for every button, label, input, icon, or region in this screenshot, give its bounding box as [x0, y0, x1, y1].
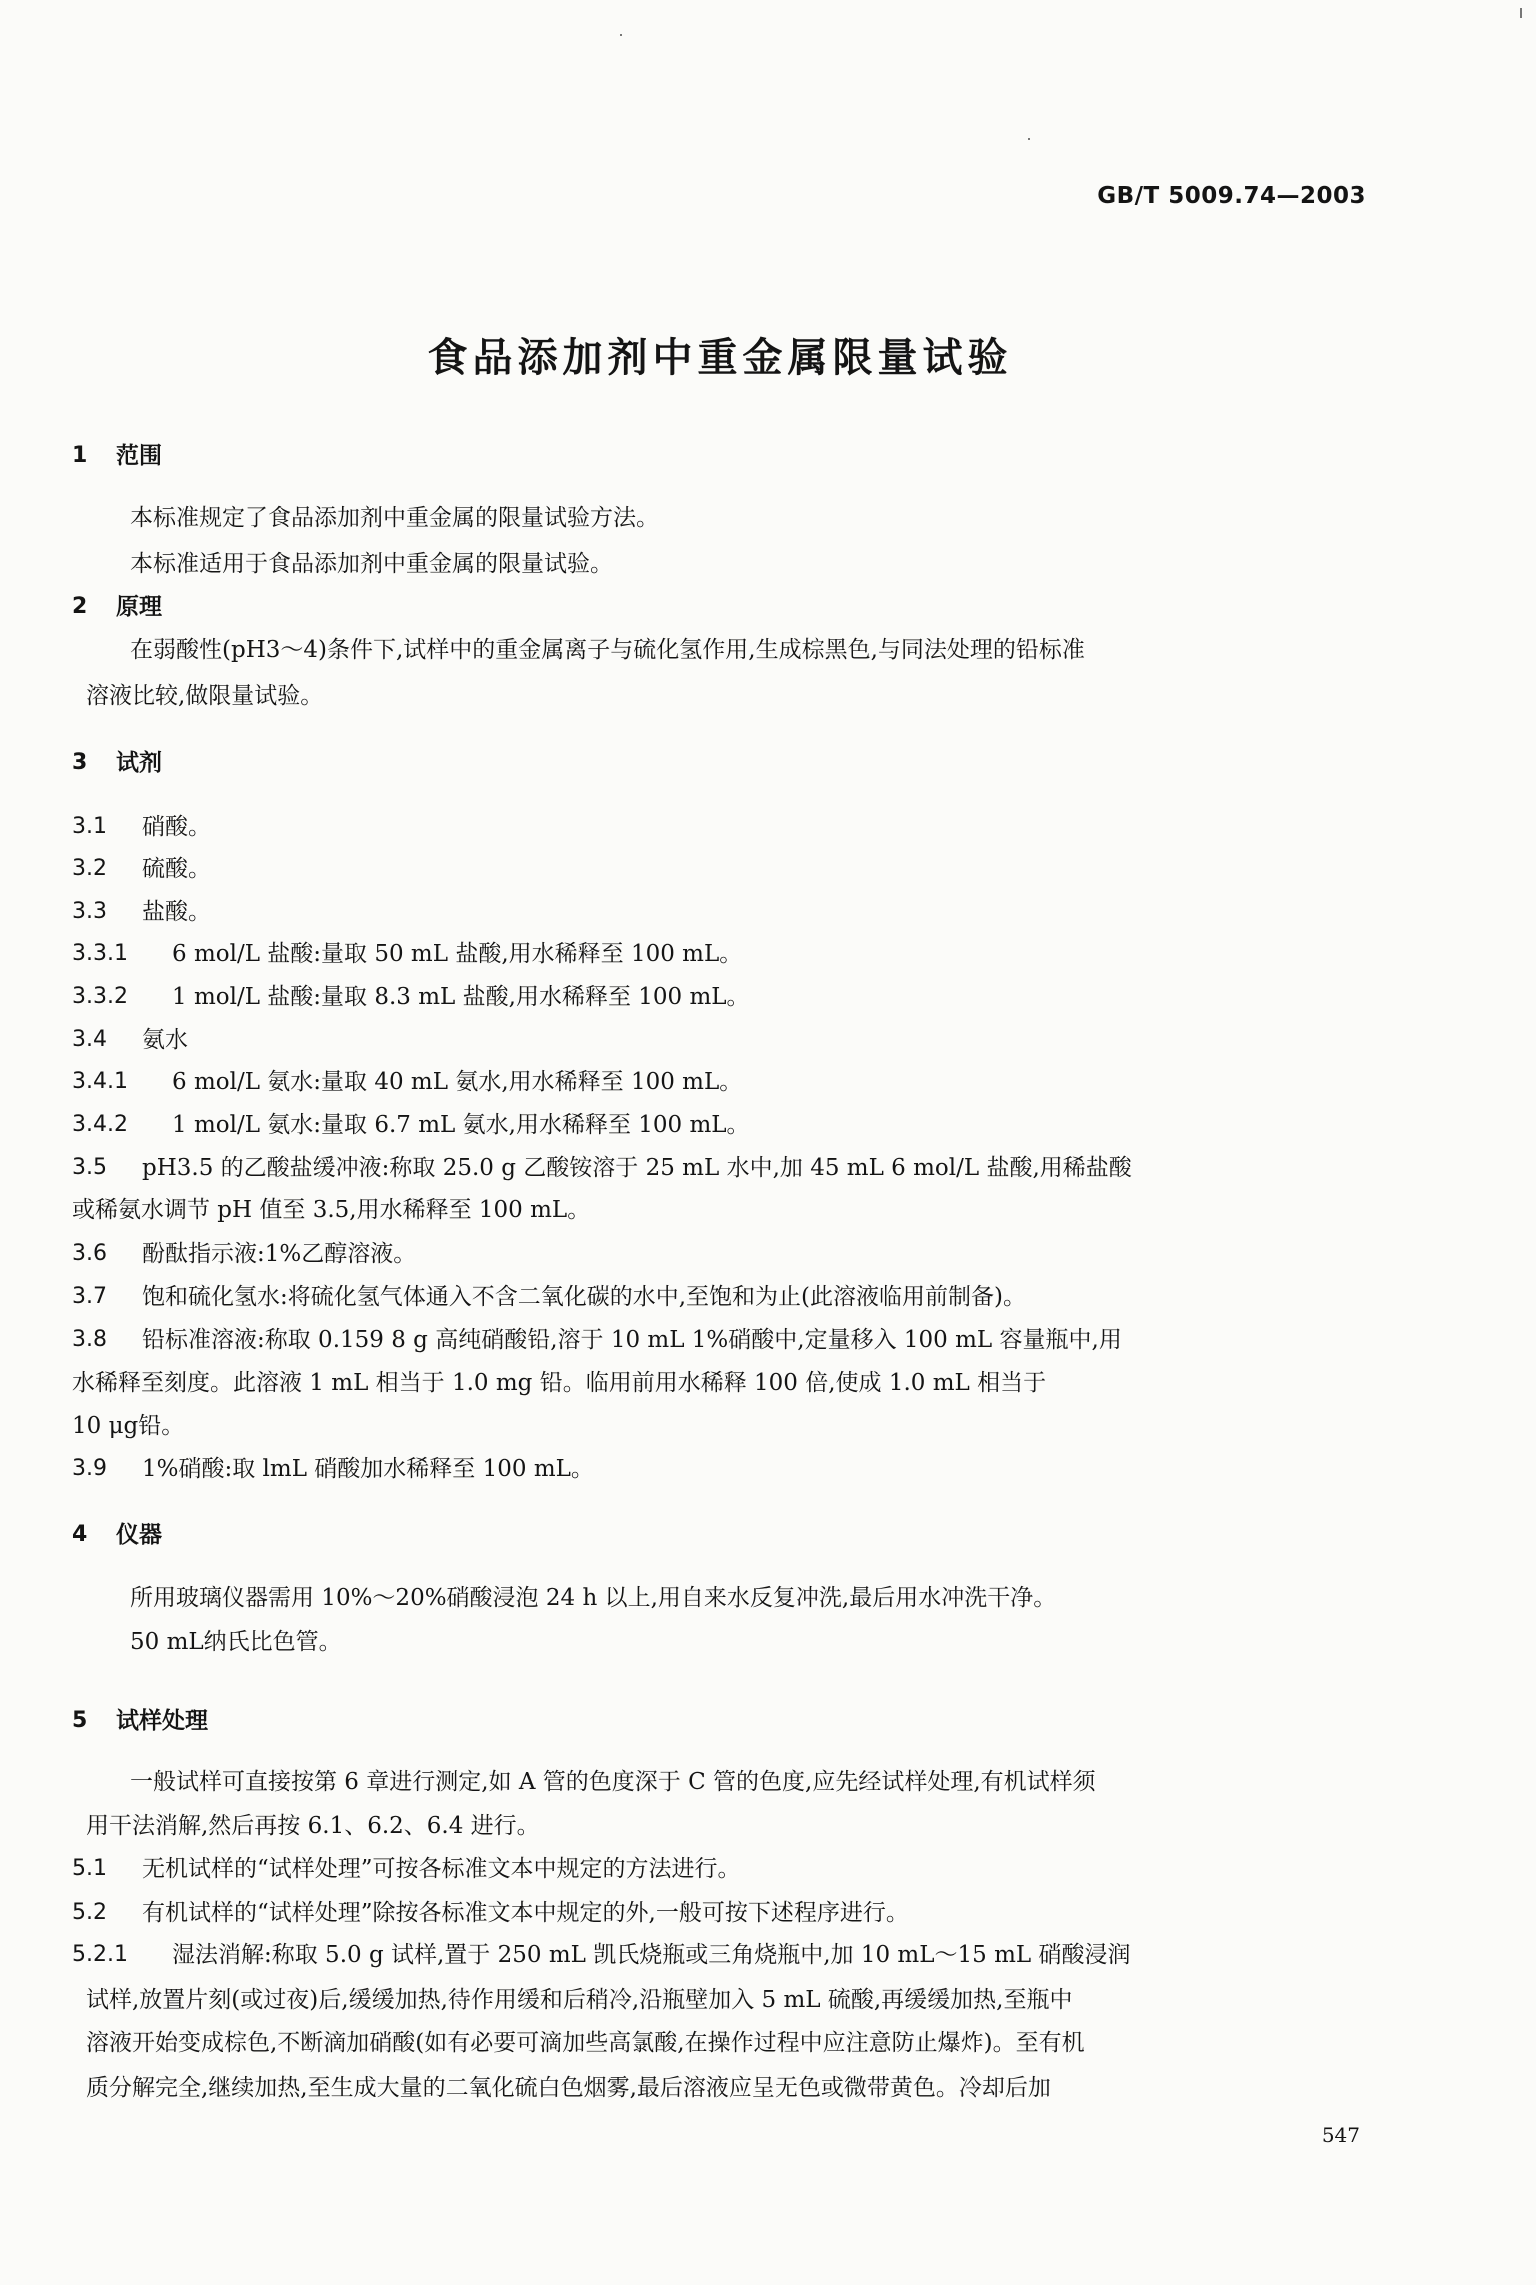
- page-number: 547: [1321, 2123, 1360, 2147]
- standard-number: GB/T 5009.74—2003: [1097, 183, 1366, 209]
- document-title: 食品添加剂中重金属限量试验: [427, 335, 1013, 381]
- section-heading: 试样处理: [116, 1708, 208, 1734]
- body-text-line: 试样,放置片刻(或过夜)后,缓缓加热,待作用缓和后稍冷,沿瓶壁加入 5 mL 硫酸,再缓缓加热,至瓶中: [86, 1987, 1073, 2013]
- body-text-line: 饱和硫化氢水:将硫化氢气体通入不含二氧化碳的水中,至饱和为止(此溶液临用前制备)。: [142, 1284, 1027, 1310]
- body-text-line: 一般试样可直接按第 6 章进行测定,如 A 管的色度深于 C 管的色度,应先经试样处理,有机试样须: [130, 1769, 1096, 1795]
- section-heading: 仪器: [116, 1522, 162, 1548]
- clause-number: 5.2: [72, 1900, 107, 1925]
- scan-speck: [1028, 138, 1030, 140]
- clause-number: 3.3: [72, 899, 107, 924]
- scan-speck: [620, 34, 622, 36]
- clause-number: 3.2: [72, 856, 107, 881]
- body-text-line: 质分解完全,继续加热,至生成大量的二氧化硫白色烟雾,最后溶液应呈无色或微带黄色。冷却后加: [86, 2075, 1051, 2101]
- body-text-line: 有机试样的“试样处理”除按各标准文本中规定的外,一般可按下述程序进行。: [142, 1900, 909, 1926]
- body-text-line: 氨水: [142, 1027, 188, 1053]
- clause-number: 3.8: [72, 1327, 107, 1352]
- body-text-line: 湿法消解:称取 5.0 g 试样,置于 250 mL 凯氏烧瓶或三角烧瓶中,加 10 mL～15 mL 硝酸浸润: [172, 1942, 1131, 1968]
- body-text-line: 硝酸。: [142, 814, 211, 840]
- clause-number: 3.4: [72, 1027, 107, 1052]
- body-text-line: 6 mol/L 氨水:量取 40 mL 氨水,用水稀释至 100 mL。: [172, 1069, 743, 1095]
- body-text-line: 铅标准溶液:称取 0.159 8 g 高纯硝酸铅,溶于 10 mL 1%硝酸中,定量移入 100 mL 容量瓶中,用: [142, 1327, 1122, 1353]
- body-text-line: 酚酞指示液:1%乙醇溶液。: [142, 1241, 417, 1267]
- body-text-line: 硫酸。: [142, 856, 211, 882]
- body-text-line: 1%硝酸:取 lmL 硝酸加水稀释至 100 mL。: [142, 1456, 594, 1482]
- body-text-line: 溶液比较,做限量试验。: [86, 683, 324, 709]
- clause-number: 3.3.1: [72, 941, 128, 966]
- body-text-line: 或稀氨水调节 pH 值至 3.5,用水稀释至 100 mL。: [72, 1197, 591, 1223]
- body-text-line: pH3.5 的乙酸盐缓冲液:称取 25.0 g 乙酸铵溶于 25 mL 水中,加 45 mL 6 mol/L 盐酸,用稀盐酸: [142, 1155, 1132, 1181]
- body-text-line: 6 mol/L 盐酸:量取 50 mL 盐酸,用水稀释至 100 mL。: [172, 941, 743, 967]
- section-number: 3: [72, 750, 88, 775]
- clause-number: 5.2.1: [72, 1942, 128, 1967]
- clause-number: 3.6: [72, 1241, 107, 1266]
- section-heading: 原理: [116, 594, 162, 620]
- body-text-line: 无机试样的“试样处理”可按各标准文本中规定的方法进行。: [142, 1856, 741, 1882]
- clause-number: 3.4.1: [72, 1069, 128, 1094]
- body-text-line: 10 μg铅。: [72, 1413, 185, 1439]
- body-text-line: 本标准规定了食品添加剂中重金属的限量试验方法。: [130, 505, 659, 531]
- body-text-line: 在弱酸性(pH3～4)条件下,试样中的重金属离子与硫化氢作用,生成棕黑色,与同法处理的铅标准: [130, 637, 1085, 663]
- clause-number: 3.4.2: [72, 1112, 128, 1137]
- clause-number: 5.1: [72, 1856, 107, 1881]
- body-text-line: 本标准适用于食品添加剂中重金属的限量试验。: [130, 551, 613, 577]
- body-text-line: 1 mol/L 氨水:量取 6.7 mL 氨水,用水稀释至 100 mL。: [172, 1112, 750, 1138]
- section-number: 5: [72, 1708, 88, 1733]
- clause-number: 3.1: [72, 814, 107, 839]
- body-text-line: 用干法消解,然后再按 6.1、6.2、6.4 进行。: [86, 1813, 540, 1839]
- section-heading: 试剂: [116, 750, 162, 776]
- scan-speck: [1520, 8, 1522, 18]
- body-text-line: 溶液开始变成棕色,不断滴加硝酸(如有必要可滴加些高氯酸,在操作过程中应注意防止爆炸)。至有机: [86, 2030, 1085, 2056]
- clause-number: 3.9: [72, 1456, 107, 1481]
- clause-number: 3.7: [72, 1284, 107, 1309]
- body-text-line: 盐酸。: [142, 899, 211, 925]
- clause-number: 3.3.2: [72, 984, 128, 1009]
- section-number: 1: [72, 443, 88, 468]
- section-heading: 范围: [116, 443, 162, 469]
- body-text-line: 1 mol/L 盐酸:量取 8.3 mL 盐酸,用水稀释至 100 mL。: [172, 984, 750, 1010]
- section-number: 4: [72, 1522, 88, 1547]
- clause-number: 3.5: [72, 1155, 107, 1180]
- section-number: 2: [72, 594, 88, 619]
- body-text-line: 50 mL纳氏比色管。: [130, 1629, 342, 1655]
- body-text-line: 水稀释至刻度。此溶液 1 mL 相当于 1.0 mg 铅。临用前用水稀释 100 倍,使成 1.0 mL 相当于: [72, 1370, 1047, 1396]
- body-text-line: 所用玻璃仪器需用 10%～20%硝酸浸泡 24 h 以上,用自来水反复冲洗,最后用水冲洗干净。: [130, 1585, 1057, 1611]
